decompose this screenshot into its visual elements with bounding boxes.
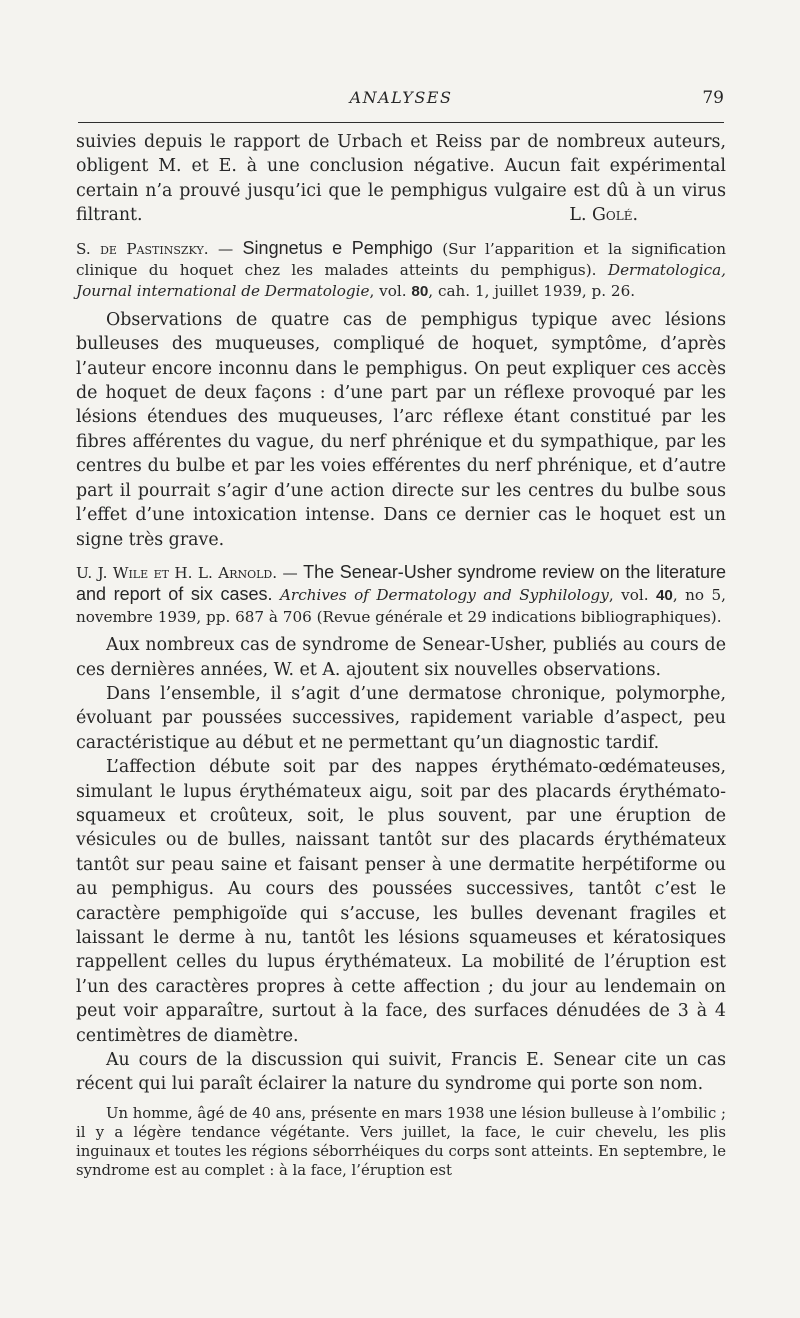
abstract-paragraph: Dans l’ensemble, il s’agit d’une dermatose chronique, polymorphe, évoluant par poussées successives, rapidement variable d’aspect, peu caractéristique au début et ne permettant qu’un diagnostic tardif.: [76, 683, 726, 753]
entry-2-details: , no 5, novembre 1939, pp. 687 à 706 (Revue générale et 29 indications bibliographiques).: [76, 586, 726, 626]
page-header: [78, 88, 724, 114]
entry-2-journal: Archives of Dermatology and Syphilology: [279, 586, 609, 605]
signature-line: [76, 203, 726, 227]
entry-1-title: Singnetus e Pemphigo: [242, 237, 433, 258]
header-rule: [78, 122, 724, 123]
entry-2-authors: U. J. Wile et H. L. Arnold.: [76, 563, 278, 582]
page-body: [76, 130, 726, 1180]
entry-1-dash: —: [208, 239, 243, 258]
paragraph-continued: suivies depuis le rapport de Urbach et Reiss par de nombreux auteurs, obligent M. et E. à une conclusion négative. Aucun fait expérimental certain n’a prouvé jusqu’ici que le pemphigus vulgaire est dû à un virus: [76, 132, 726, 201]
entry-1-volume: 80: [411, 283, 429, 301]
running-title: ANALYSES: [349, 88, 453, 107]
entry-2-space: [273, 586, 280, 604]
entry-2-volume: 40: [655, 587, 673, 605]
entry-1-details: , cah. 1, juillet 1939, p. 26.: [428, 282, 636, 301]
entry-2-title: The Senear-Usher syndrome review on the literature and report of six cases.: [76, 561, 726, 605]
bibliographic-entry-1: [76, 238, 726, 303]
bibliographic-entry-2: [76, 562, 726, 628]
entry-1-note: (Sur l’apparition et la signification clinique du hoquet chez les malades atteints du pemphigus).: [76, 239, 727, 280]
entry-2-dash: —: [277, 563, 304, 582]
entry-1-authors: S. de Pastinszky.: [76, 239, 209, 258]
reviewer-signature: L. Golé.: [569, 205, 638, 226]
case-note-paragraph: Un homme, âgé de 40 ans, présente en mars 1938 une lésion bulleuse à l’ombilic ; il y a légère tendance végétante. Vers juillet, la face, le cuir chevelu, les plis inguinaux et toutes les régions séborrhéiques du corps sont atteints. En septembre, le syndrome est au complet : à la face, l’éruption est: [76, 1104, 726, 1179]
abstract-paragraph: Aux nombreux cas de syndrome de Senear-Usher, publiés au cours de ces dernières années, W. et A. ajoutent six nouvelles observations.: [76, 635, 726, 680]
abstract-paragraph: Observations de quatre cas de pemphigus typique avec lésions bulleuses des muqueuses, compliqué de hoquet, symptôme, d’après l’auteur encore inconnu dans le pemphigus. On peut expliquer ces accès de hoquet de deux façons : d’une part par un réflexe provoqué par les lésions étendues des muqueuses, l’arc réflexe étant constitué par les fibres afférentes du vague, du nerf phrénique et du sympathique, par les centres du bulbe et par les voies efférentes du nerf phrénique, et d’autre part il pourrait s’agir d’une action directe sur les centres du bulbe sous l’effet d’une intoxication intense. Dans ce dernier cas le hoquet est un signe très grave.: [76, 309, 726, 550]
entry-2-vol-label: , vol.: [608, 586, 656, 605]
entry-1-vol-label: , vol.: [369, 282, 412, 301]
abstract-paragraph: L’affection débute soit par des nappes érythémato-œdémateuses, simulant le lupus érythémateux aigu, soit par des placards érythémato-squameux et croûteux, soit, le plus souvent, par une éruption de vésicules ou de bulles, naissant tantôt sur des placards érythémateux tantôt sur peau saine et faisant penser à une dermatite herpétiforme ou au pemphigus. Au cours des poussées successives, tantôt c’est le caractère pemphigoïde qui s’accuse, les bulles devenant fragiles et laissant le derme à nu, tantôt les lésions squameuses et kératosiques rappellent celles du lupus érythémateux. La mobilité de l’éruption est l’un des caractères propres à cette affection ; du jour au lendemain on peut voir apparaître, surtout à la face, des surfaces dénudées de 3 à 4 centimètres de diamètre.: [76, 757, 726, 1046]
page-number: 79: [702, 88, 724, 108]
entry-1-journal: Dermatologica, Journal international de Dermatologie: [76, 261, 726, 301]
abstract-paragraph: Au cours de la discussion qui suivit, Francis E. Senear cite un cas récent qui lui paraît éclairer la nature du syndrome qui porte son nom.: [76, 1050, 726, 1095]
paragraph-continued-end: filtrant.: [76, 205, 143, 226]
